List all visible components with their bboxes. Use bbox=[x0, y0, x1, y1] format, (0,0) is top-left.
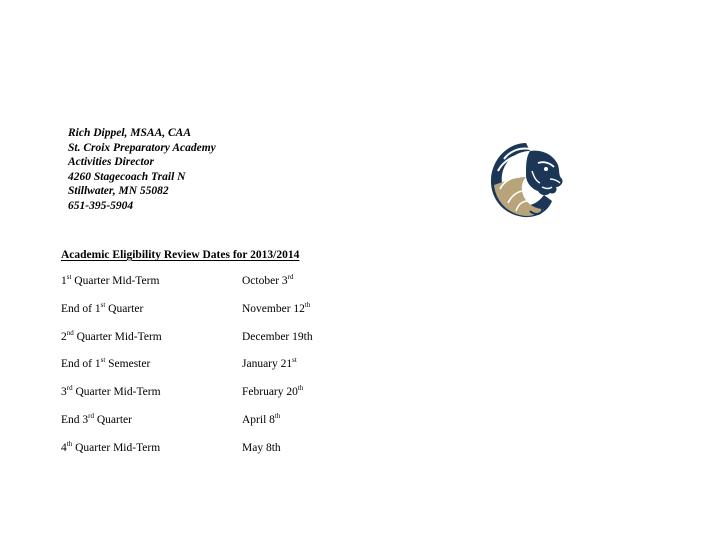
term-ordinal: st bbox=[66, 273, 72, 281]
term-label bbox=[61, 328, 162, 343]
date-text: February 20 bbox=[242, 386, 298, 399]
date-ordinal: th bbox=[274, 411, 281, 420]
contact-school: St. Croix Preparatory Academy bbox=[68, 141, 216, 154]
date-value bbox=[242, 411, 281, 426]
date-text: November 12 bbox=[242, 302, 305, 315]
term-text: Quarter Mid-Term bbox=[72, 386, 161, 399]
date-text: April 8 bbox=[242, 413, 275, 426]
list-item bbox=[61, 328, 341, 359]
term-text: 3 bbox=[61, 386, 67, 399]
term-text: End of 1 bbox=[61, 358, 101, 371]
date-ordinal: rd bbox=[287, 273, 294, 281]
date-ordinal: th bbox=[297, 384, 304, 393]
review-dates-list bbox=[61, 275, 341, 470]
contact-street: 4260 Stagecoach Trail N bbox=[68, 170, 186, 183]
term-ordinal: st bbox=[100, 300, 106, 309]
term-text: 2 bbox=[61, 330, 67, 343]
list-item bbox=[61, 300, 341, 331]
term-text: Quarter bbox=[94, 413, 132, 426]
list-item bbox=[61, 411, 341, 442]
term-label bbox=[61, 300, 144, 315]
list-item bbox=[61, 439, 341, 470]
term-text: Quarter Mid-Term bbox=[73, 330, 162, 343]
contact-phone: 651-395-5904 bbox=[68, 199, 134, 212]
date-ordinal: st bbox=[292, 356, 297, 365]
date-text: October 3 bbox=[242, 275, 288, 287]
list-item bbox=[61, 275, 341, 303]
date-text: January 21 bbox=[242, 358, 293, 371]
term-text: Semester bbox=[105, 358, 151, 371]
contact-role: Activities Director bbox=[68, 156, 154, 169]
term-text: Quarter Mid-Term bbox=[72, 441, 161, 454]
contact-city: Stillwater, MN 55082 bbox=[68, 185, 169, 198]
date-value bbox=[242, 358, 297, 370]
term-text: End of 1 bbox=[61, 302, 101, 315]
date-ordinal: th bbox=[304, 300, 311, 309]
date-text: May 8th bbox=[242, 441, 281, 454]
term-ordinal: rd bbox=[88, 411, 94, 420]
term-text: 4 bbox=[61, 441, 67, 454]
date-text: December 19th bbox=[242, 330, 313, 343]
term-text: 1 bbox=[61, 275, 67, 287]
review-title: Academic Eligibility Review Dates for 2013/2014 bbox=[61, 249, 300, 261]
term-label bbox=[61, 439, 161, 454]
term-text: Quarter Mid-Term bbox=[71, 275, 160, 287]
term-ordinal: th bbox=[66, 439, 73, 448]
contact-name: Rich Dippel, MSAA, CAA bbox=[68, 127, 192, 139]
lion-head-icon bbox=[486, 137, 566, 221]
term-ordinal: nd bbox=[66, 328, 74, 337]
term-ordinal: rd bbox=[66, 384, 73, 393]
contact-block bbox=[68, 126, 216, 214]
term-label bbox=[61, 411, 132, 426]
term-text: End 3 bbox=[61, 413, 89, 426]
date-value bbox=[242, 331, 313, 343]
date-value bbox=[242, 386, 303, 398]
term-label bbox=[61, 386, 161, 398]
term-label bbox=[61, 358, 150, 370]
date-value bbox=[242, 275, 294, 287]
date-value bbox=[242, 300, 311, 315]
list-item bbox=[61, 386, 341, 414]
list-item bbox=[61, 358, 341, 386]
term-label bbox=[61, 275, 159, 287]
term-ordinal: st bbox=[100, 356, 106, 365]
term-text: Quarter bbox=[105, 302, 144, 315]
date-value bbox=[242, 442, 281, 454]
